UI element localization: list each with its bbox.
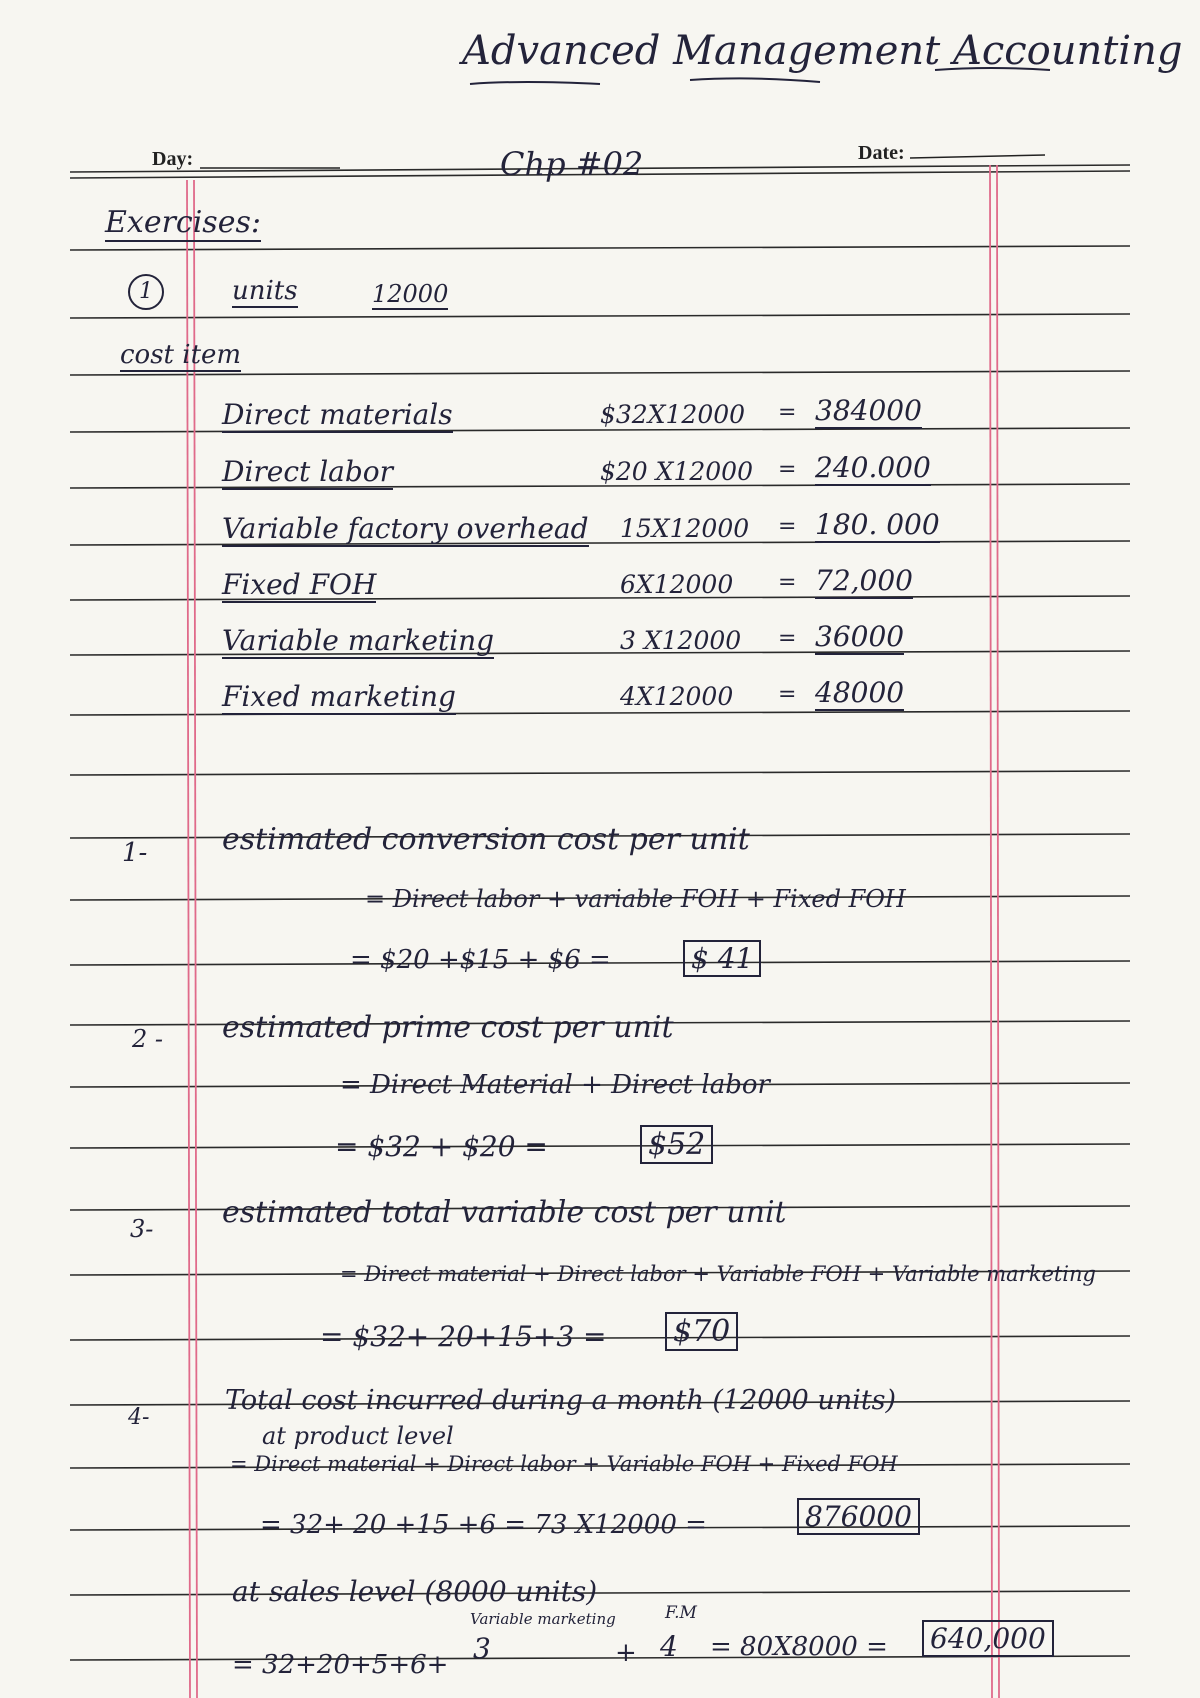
q4-number: 4- (128, 1405, 150, 1430)
q1-answer: $ 41 (683, 940, 761, 977)
cost-item-calc: 6X12000 (620, 570, 734, 599)
cost-item-equals: = (778, 514, 797, 539)
units-value: 12000 (372, 280, 449, 308)
cost-item-total: 48000 (815, 676, 905, 709)
q3-number: 3- (130, 1215, 154, 1243)
q1-number: 1- (122, 838, 148, 868)
cost-item-equals: = (778, 400, 797, 425)
q4-calc2-prefix: = 32+20+5+6+ (232, 1650, 449, 1680)
q3-title: estimated total variable cost per unit (222, 1195, 787, 1230)
cost-item-total: 240.000 (815, 451, 931, 484)
q4-answer: 876000 (797, 1498, 920, 1535)
cost-item-calc: $32X12000 (600, 400, 746, 429)
q3-calc: = $32+ 20+15+3 = (320, 1320, 607, 1353)
date-label: Date: (858, 142, 905, 164)
q4-title: Total cost incurred during a month (12000 units) (225, 1385, 897, 1416)
cost-item-equals: = (778, 570, 797, 595)
q2-title: estimated prime cost per unit (222, 1010, 674, 1045)
q4-calc2-rest: = 80X8000 = (710, 1632, 888, 1662)
cost-item-total: 180. 000 (815, 508, 940, 541)
cost-item-name: Variable factory overhead (222, 512, 589, 545)
q4-note-variable-marketing: Variable marketing (470, 1610, 616, 1628)
q4-formula: = Direct material + Direct labor + Variable FOH + Fixed FOH (230, 1452, 898, 1476)
chapter-heading: Chp #02 (500, 145, 644, 183)
cost-item-equals: = (778, 682, 797, 707)
q4-sales-level: at sales level (8000 units) (232, 1575, 598, 1608)
q2-formula: = Direct Material + Direct labor (340, 1070, 770, 1100)
q4-note-fixed-marketing: F.M (665, 1603, 697, 1623)
cost-item-name: Direct labor (222, 455, 394, 488)
q4-answer2: 640,000 (922, 1620, 1054, 1657)
q1-formula: = Direct labor + variable FOH + Fixed FOH (365, 885, 906, 913)
cost-item-label: cost item (120, 340, 242, 370)
cost-item-equals: = (778, 457, 797, 482)
cost-item-equals: = (778, 626, 797, 651)
q4-calc: = 32+ 20 +15 +6 = 73 X12000 = (260, 1510, 707, 1540)
q1-calc: = $20 +$15 + $6 = (350, 945, 611, 975)
day-label: Day: (152, 148, 194, 170)
cost-item-calc: $20 X12000 (600, 457, 753, 486)
q4-subtitle: at product level (262, 1422, 454, 1450)
q4-calc2-fm: 4 (660, 1630, 678, 1663)
q3-formula: = Direct material + Direct labor + Variable FOH + Variable marketing (340, 1262, 1096, 1286)
cost-item-calc: 4X12000 (620, 682, 734, 711)
cost-item-calc: 3 X12000 (620, 626, 742, 655)
exercise-number-text: 1 (139, 279, 153, 304)
cost-item-calc: 15X12000 (620, 514, 750, 543)
q4-calc2-vm: 3 (473, 1632, 491, 1665)
cost-item-total: 384000 (815, 394, 922, 427)
q4-calc2-plus: + (615, 1638, 637, 1668)
q2-calc: = $32 + $20 = (335, 1130, 548, 1163)
section-heading: Exercises: (105, 205, 261, 240)
q2-number: 2 - (132, 1025, 164, 1053)
units-label: units (232, 276, 298, 306)
cost-item-total: 36000 (815, 620, 905, 653)
cost-item-name: Variable marketing (222, 624, 495, 657)
q3-answer: $70 (665, 1312, 738, 1351)
cost-item-total: 72,000 (815, 564, 913, 597)
cost-item-name: Fixed FOH (222, 568, 377, 601)
cost-item-name: Fixed marketing (222, 680, 456, 713)
cost-item-name: Direct materials (222, 398, 453, 431)
q2-answer: $52 (640, 1125, 713, 1164)
q1-title: estimated conversion cost per unit (222, 822, 750, 857)
title-underline (0, 0, 1200, 120)
exercise-number (128, 274, 164, 310)
page-title: Advanced Management Accounting (462, 28, 1183, 74)
